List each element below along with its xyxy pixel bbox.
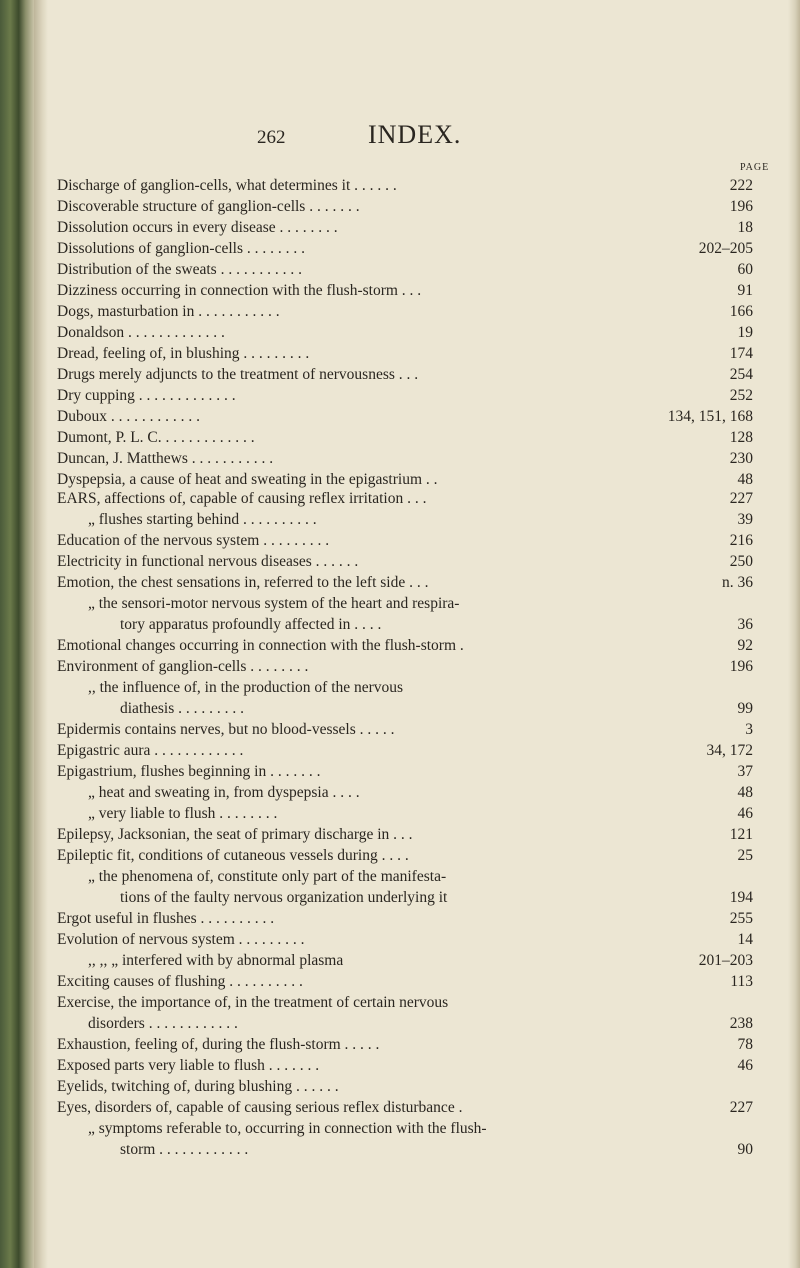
index-entry (0, 385, 800, 406)
index-entry-page: 36 (737, 616, 753, 633)
index-entry-page: 196 (729, 198, 753, 215)
index-entry-page: 19 (737, 324, 753, 341)
index-entry-page: 202–205 (698, 240, 753, 257)
index-entry-text: Discoverable structure of ganglion-cells . . . . . . . (57, 198, 360, 215)
index-entry (0, 364, 800, 385)
index-entry-page: 78 (737, 1036, 753, 1053)
index-entry (0, 217, 800, 238)
index-entry-page: 90 (737, 1141, 753, 1158)
index-entry-page: 174 (729, 345, 753, 362)
index-entry (0, 740, 800, 761)
page-title: INDEX. (368, 120, 462, 149)
index-entry-page: 166 (729, 303, 753, 320)
index-entry-page: 48 (737, 471, 753, 488)
index-entry (0, 929, 800, 950)
index-entry-text: „ the phenomena of, constitute only part of the manifesta- (88, 868, 447, 885)
index-entry (0, 1055, 800, 1076)
index-entry (0, 259, 800, 280)
index-entry-text: Duncan, J. Matthews . . . . . . . . . . . (57, 450, 274, 467)
index-entry-text: Evolution of nervous system . . . . . . . . . (57, 931, 305, 948)
index-entry-page: 92 (737, 637, 753, 654)
index-entry-text: Epidermis contains nerves, but no blood-vessels . . . . . (57, 721, 395, 738)
index-entry (0, 572, 800, 593)
index-entry-page: 254 (729, 366, 753, 383)
index-entry-text: Electricity in functional nervous diseases . . . . . . (57, 553, 359, 570)
index-entry-text: tory apparatus profoundly affected in . . . . (120, 616, 382, 633)
index-entry-text: disorders . . . . . . . . . . . . (88, 1015, 238, 1032)
index-section-d (0, 175, 800, 490)
index-entry-text: Emotion, the chest sensations in, referred to the left side . . . (57, 574, 429, 591)
index-entry-page: 250 (729, 553, 753, 570)
index-entry-text: diathesis . . . . . . . . . (120, 700, 244, 717)
index-entry-text: Exhaustion, feeling of, during the flush-storm . . . . . (57, 1036, 380, 1053)
index-entry (0, 698, 800, 719)
index-entry-text: Education of the nervous system . . . . . . . . . (57, 532, 330, 549)
index-entry (0, 448, 800, 469)
index-entry (0, 677, 800, 698)
index-entry-page: 113 (730, 973, 753, 990)
index-entry-text: Duboux . . . . . . . . . . . . (57, 408, 200, 425)
index-entry-page: 99 (737, 700, 753, 717)
index-entry-text: „ symptoms referable to, occurring in connection with the flush- (88, 1120, 487, 1137)
index-entry-page: 252 (729, 387, 753, 404)
index-entry-page: 121 (729, 826, 753, 843)
page-number: 262 (257, 127, 286, 148)
index-entry-page: 196 (729, 658, 753, 675)
index-entry-text: Discharge of ganglion-cells, what determines it . . . . . . (57, 177, 397, 194)
index-entry (0, 551, 800, 572)
index-entry (0, 322, 800, 343)
index-entry (0, 866, 800, 887)
index-entry-page: 222 (729, 177, 753, 194)
index-entry-page: 60 (737, 261, 753, 278)
index-entry-text: storm . . . . . . . . . . . . (120, 1141, 249, 1158)
page-column-label: PAGE (740, 162, 770, 173)
index-entry-page: 14 (737, 931, 753, 948)
index-entry-text: „ the sensori-motor nervous system of the heart and respira- (88, 595, 460, 612)
index-entry (0, 845, 800, 866)
index-entry (0, 824, 800, 845)
index-entry-page: n. 36 (722, 574, 753, 591)
index-entry (0, 1118, 800, 1139)
index-entry-text: Epilepsy, Jacksonian, the seat of primary discharge in . . . (57, 826, 413, 843)
index-section-e (0, 488, 800, 1160)
index-entry-page: 3 (745, 721, 753, 738)
index-entry-page: 255 (729, 910, 753, 927)
index-entry-page: 18 (737, 219, 753, 236)
index-entry-text: Exciting causes of flushing . . . . . . . . . . (57, 973, 303, 990)
index-entry-text: Drugs merely adjuncts to the treatment of nervousness . . . (57, 366, 419, 383)
index-entry (0, 992, 800, 1013)
index-entry (0, 1097, 800, 1118)
index-entry-page: 238 (729, 1015, 753, 1032)
index-entry (0, 488, 800, 509)
index-entry-page: 25 (737, 847, 753, 864)
index-entry-text: Dogs, masturbation in . . . . . . . . . . . (57, 303, 280, 320)
index-entry (0, 175, 800, 196)
index-entry-text: Emotional changes occurring in connection with the flush-storm . (57, 637, 464, 654)
index-entry-text: Distribution of the sweats . . . . . . . . . . . (57, 261, 302, 278)
index-entry (0, 1034, 800, 1055)
index-entry-page: 134, 151, 168 (667, 408, 753, 425)
index-entry (0, 887, 800, 908)
index-entry-page: 46 (737, 1057, 753, 1074)
index-entry (0, 280, 800, 301)
index-entry-text: „ very liable to flush . . . . . . . . (88, 805, 278, 822)
index-entry-page: 46 (737, 805, 753, 822)
index-entry (0, 782, 800, 803)
index-entry-text: Exposed parts very liable to flush . . . . . . . (57, 1057, 320, 1074)
index-entry-text: Epileptic fit, conditions of cutaneous vessels during . . . . (57, 847, 409, 864)
index-entry-text: Dizziness occurring in connection with the flush-storm . . . (57, 282, 422, 299)
index-entry-text: Ergot useful in flushes . . . . . . . . . . (57, 910, 275, 927)
index-entry (0, 614, 800, 635)
index-entry-text: Eyelids, twitching of, during blushing . . . . . . (57, 1078, 339, 1095)
index-entry-text: ,, the influence of, in the production of the nervous (88, 679, 404, 696)
index-entry-text: Dissolution occurs in every disease . . . . . . . . (57, 219, 338, 236)
index-entry-page: 128 (729, 429, 753, 446)
index-entry-text: Epigastric aura . . . . . . . . . . . . (57, 742, 244, 759)
index-entry-page: 216 (729, 532, 753, 549)
index-entry (0, 908, 800, 929)
index-entry-text: Dumont, P. L. C. . . . . . . . . . . . . (57, 429, 255, 446)
index-entry-page: 37 (737, 763, 753, 780)
index-entry (0, 509, 800, 530)
index-entry (0, 656, 800, 677)
index-entry-text: Exercise, the importance of, in the treatment of certain nervous (57, 994, 449, 1011)
index-entry (0, 469, 800, 490)
index-entry (0, 950, 800, 971)
index-entry (0, 803, 800, 824)
index-entry-text: Dry cupping . . . . . . . . . . . . . (57, 387, 236, 404)
index-entry-text: Epigastrium, flushes beginning in . . . . . . . (57, 763, 321, 780)
index-entry (0, 301, 800, 322)
index-entry (0, 427, 800, 448)
index-entry-text: „ heat and sweating in, from dyspepsia . . . . (88, 784, 360, 801)
index-entry (0, 238, 800, 259)
index-entry-text: Donaldson . . . . . . . . . . . . . (57, 324, 225, 341)
index-entry (0, 406, 800, 427)
index-entry-page: 227 (729, 1099, 753, 1116)
index-entry (0, 196, 800, 217)
index-entry (0, 761, 800, 782)
index-entry (0, 1139, 800, 1160)
index-entry (0, 635, 800, 656)
index-entry-text: Dyspepsia, a cause of heat and sweating in the epigastrium . . (57, 471, 438, 488)
index-entry (0, 971, 800, 992)
index-entry (0, 719, 800, 740)
index-entry-text: Eyes, disorders of, capable of causing serious reflex disturbance . (57, 1099, 463, 1116)
index-entry-text: EARS, affections of, capable of causing reflex irritation . . . (57, 490, 427, 507)
index-entry (0, 1013, 800, 1034)
index-entry-text: „ flushes starting behind . . . . . . . . . . (88, 511, 317, 528)
index-entry-page: 194 (729, 889, 753, 906)
index-entry-page: 230 (729, 450, 753, 467)
index-entry-page: 48 (737, 784, 753, 801)
index-entry (0, 343, 800, 364)
index-entry-text: Dread, feeling of, in blushing . . . . . . . . . (57, 345, 310, 362)
index-entry (0, 593, 800, 614)
index-entry (0, 530, 800, 551)
index-entry-text: Environment of ganglion-cells . . . . . . . . (57, 658, 309, 675)
index-entry-page: 34, 172 (706, 742, 753, 759)
index-entry-text: tions of the faulty nervous organization underlying it (120, 889, 448, 906)
index-entry (0, 1076, 800, 1097)
index-entry-text: Dissolutions of ganglion-cells . . . . . . . . (57, 240, 305, 257)
index-entry-page: 39 (737, 511, 753, 528)
index-entry-text: ,, ,, „ interfered with by abnormal plasma (88, 952, 344, 969)
index-entry-page: 227 (729, 490, 753, 507)
index-entry-page: 91 (737, 282, 753, 299)
index-entry-page: 201–203 (698, 952, 753, 969)
